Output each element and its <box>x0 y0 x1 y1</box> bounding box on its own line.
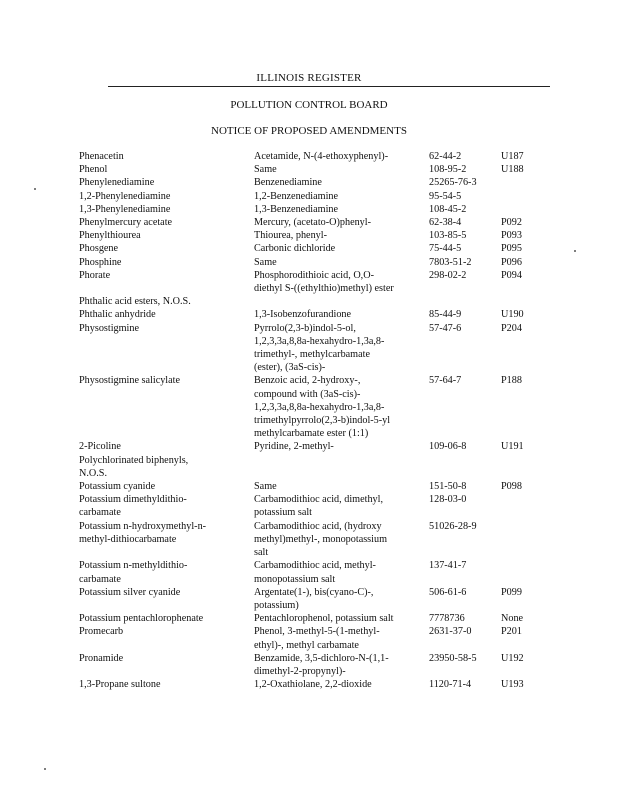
synonym-text: 1,3-Isobenzofurandione <box>254 309 352 321</box>
cas-number-text: 7803-51-2 <box>429 256 472 268</box>
cas-number-text: 137-41-7 <box>429 560 467 572</box>
waste-code <box>501 520 541 560</box>
cas-number-text: 108-95-2 <box>429 164 467 176</box>
table-row <box>79 625 541 651</box>
waste-code-text: P095 <box>501 243 522 255</box>
table-row <box>79 308 541 321</box>
synonym <box>254 625 429 651</box>
waste-code <box>501 612 541 625</box>
table-row <box>79 229 541 242</box>
header-rule <box>160 86 550 87</box>
waste-code-text: P094 <box>501 269 522 281</box>
table-row <box>79 678 541 691</box>
cas-number-text: 85-44-9 <box>429 309 462 321</box>
synonym <box>254 163 429 176</box>
substance-name <box>79 216 254 229</box>
substance-name <box>79 269 254 295</box>
substance-name <box>79 678 254 691</box>
synonym-text: Carbamodithioc acid, methyl- monopotassium salt <box>254 560 376 585</box>
cas-number-text: 62-44-2 <box>429 151 462 162</box>
table-row <box>79 480 541 493</box>
cas-number <box>429 559 501 585</box>
cas-number <box>429 520 501 560</box>
table-row <box>79 440 541 453</box>
substance-name-text: Physostigmine salicylate <box>79 375 181 387</box>
synonym <box>254 559 429 585</box>
waste-code <box>501 322 541 375</box>
table-row <box>79 150 541 163</box>
substance-name-text: Potassium n-methyldithio- carbamate <box>79 560 188 585</box>
substance-name-text: Phenylenediamine <box>79 177 155 189</box>
substance-name <box>79 480 254 493</box>
synonym <box>254 203 429 216</box>
substance-name <box>79 374 254 440</box>
cas-number <box>429 454 501 480</box>
substance-name-text: Phosphine <box>79 256 122 268</box>
substance-name-text: Potassium cyanide <box>79 481 156 493</box>
cas-number <box>429 625 501 651</box>
synonym <box>254 454 429 480</box>
table-row <box>79 203 541 216</box>
synonym-text: 1,2-Oxathiolane, 2,2-dioxide <box>254 679 372 691</box>
synonym <box>254 440 429 453</box>
waste-code <box>501 678 541 691</box>
synonym <box>254 652 429 678</box>
substance-name <box>79 520 254 560</box>
table-row <box>79 216 541 229</box>
register-title: ILLINOIS REGISTER <box>256 72 362 84</box>
synonym-text: Carbonic dichloride <box>254 243 336 255</box>
cas-number <box>429 612 501 625</box>
substance-name-text: Phthalic anhydride <box>79 309 156 321</box>
table-row <box>79 176 541 189</box>
substance-name-text: Potassium n-hydroxymethyl-n- methyl-dithiocarbamate <box>79 520 207 545</box>
waste-code <box>501 454 541 480</box>
table-row <box>79 269 541 295</box>
substance-name <box>79 612 254 625</box>
cas-number-text: 75-44-5 <box>429 243 462 255</box>
cas-number-text: 51026-28-9 <box>429 520 477 532</box>
table-row <box>79 612 541 625</box>
cas-number <box>429 163 501 176</box>
waste-code <box>501 625 541 651</box>
substance-name <box>79 586 254 612</box>
cas-number <box>429 652 501 678</box>
scan-speck <box>574 250 576 252</box>
substance-name-text: Phorate <box>79 269 111 281</box>
synonym <box>254 242 429 255</box>
waste-code-text: None <box>501 613 524 625</box>
substance-name <box>79 150 254 163</box>
waste-code <box>501 269 541 295</box>
synonym-text: Phenol, 3-methyl-5-(1-methyl- ethyl)-, methyl carbamate <box>254 626 380 651</box>
substance-name-text: Phenylmercury acetate <box>79 217 173 229</box>
synonym <box>254 308 429 321</box>
synonym-text: Pyridine, 2-methyl- <box>254 441 334 453</box>
substance-rows <box>79 150 541 691</box>
synonym <box>254 374 429 440</box>
synonym <box>254 612 429 625</box>
synonym-text: Same <box>254 256 277 268</box>
cas-number-text: 298-02-2 <box>429 269 467 281</box>
cas-number <box>429 322 501 375</box>
cas-number-text: 23950-58-5 <box>429 652 477 664</box>
cas-number <box>429 678 501 691</box>
cas-number-text: 7778736 <box>429 613 465 625</box>
board-name: POLLUTION CONTROL BOARD <box>230 99 388 111</box>
waste-code <box>501 652 541 678</box>
waste-code <box>501 295 541 308</box>
substance-name-text: 1,3-Propane sultone <box>79 679 161 691</box>
cas-number-text: 25265-76-3 <box>429 177 477 189</box>
waste-code <box>501 440 541 453</box>
cas-number <box>429 269 501 295</box>
waste-code-text: U191 <box>501 441 524 453</box>
cas-number <box>429 586 501 612</box>
table-row <box>79 256 541 269</box>
synonym-text: Same <box>254 164 277 176</box>
synonym-text: Pyrrolo(2,3-b)indol-5-ol, 1,2,3,3a,8,8a-hexahydro-1,3a,8- trimethyl-, methylcarbamate (ester), (3aS-cis)- <box>254 322 385 374</box>
substance-name-text: Pronamide <box>79 652 124 664</box>
cas-number <box>429 150 501 163</box>
synonym-text: Benzoic acid, 2-hydroxy-, compound with (3aS-cis)- 1,2,3,3a,8,8a-hexahydro-1,3a,8- trimethylpyrrolo(2,3-b)indol-5-yl methylcarbamate ester (1:1) <box>254 375 391 440</box>
notice-title: NOTICE OF PROPOSED AMENDMENTS <box>211 125 407 137</box>
table-row <box>79 520 541 560</box>
substance-name <box>79 163 254 176</box>
synonym-text: Pentachlorophenol, potassium salt <box>254 613 394 625</box>
synonym-text: Benzenediamine <box>254 177 322 189</box>
waste-code <box>501 480 541 493</box>
cas-number-text: 151-50-8 <box>429 481 467 493</box>
synonym-text: 1,3-Benzenediamine <box>254 203 339 215</box>
waste-code <box>501 374 541 440</box>
waste-code-text: P098 <box>501 481 522 493</box>
cas-number <box>429 295 501 308</box>
cas-number <box>429 203 501 216</box>
substance-name <box>79 256 254 269</box>
header-rule-left <box>108 86 164 87</box>
waste-code <box>501 150 541 163</box>
cas-number-text: 57-47-6 <box>429 322 462 334</box>
waste-code-text: P096 <box>501 256 522 268</box>
table-row <box>79 242 541 255</box>
cas-number-text: 128-03-0 <box>429 494 467 506</box>
waste-code <box>501 559 541 585</box>
synonym-text: Mercury, (acetato-O)phenyl- <box>254 217 372 229</box>
cas-number <box>429 242 501 255</box>
cas-number-text: 108-45-2 <box>429 203 467 215</box>
substance-name <box>79 229 254 242</box>
waste-code <box>501 242 541 255</box>
cas-number-text: 506-61-6 <box>429 586 467 598</box>
waste-code <box>501 163 541 176</box>
substance-name <box>79 493 254 519</box>
waste-code-text: P201 <box>501 626 522 638</box>
synonym <box>254 150 429 163</box>
cas-number-text: 2631-37-0 <box>429 626 472 638</box>
table-row <box>79 163 541 176</box>
table-row <box>79 454 541 480</box>
cas-number <box>429 374 501 440</box>
synonym-text: Argentate(1-), bis(cyano-C)-, potassium) <box>254 586 374 611</box>
substance-name <box>79 652 254 678</box>
substance-name-text: 1,2-Phenylenediamine <box>79 190 171 202</box>
cas-number <box>429 493 501 519</box>
substance-name <box>79 308 254 321</box>
waste-code <box>501 308 541 321</box>
waste-code-text: P188 <box>501 375 522 387</box>
substance-name-text: Phthalic acid esters, N.O.S. <box>79 296 191 308</box>
substance-name-text: Polychlorinated biphenyls, N.O.S. <box>79 454 189 479</box>
substance-name <box>79 242 254 255</box>
cas-number-text: 1120-71-4 <box>429 679 472 691</box>
cas-number <box>429 440 501 453</box>
synonym <box>254 176 429 189</box>
scan-speck <box>34 188 36 190</box>
waste-code <box>501 203 541 216</box>
waste-code-text: U193 <box>501 679 524 691</box>
table-row <box>79 190 541 203</box>
substance-name <box>79 440 254 453</box>
cas-number <box>429 190 501 203</box>
synonym <box>254 678 429 691</box>
waste-code <box>501 176 541 189</box>
substance-name-text: Potassium silver cyanide <box>79 586 181 598</box>
substance-name-text: Potassium dimethyldithio- carbamate <box>79 494 187 519</box>
substance-name-text: Phenacetin <box>79 151 124 162</box>
substance-name <box>79 559 254 585</box>
cas-number-text: 95-54-5 <box>429 190 462 202</box>
substance-name <box>79 190 254 203</box>
synonym-text: Carbamodithioc acid, (hydroxy methyl)methyl-, monopotassium salt <box>254 520 387 559</box>
cas-number <box>429 256 501 269</box>
table-row <box>79 586 541 612</box>
substance-name-text: Phosgene <box>79 243 119 255</box>
synonym <box>254 520 429 560</box>
synonym-text: Same <box>254 481 277 493</box>
substance-name <box>79 454 254 480</box>
synonym <box>254 269 429 295</box>
waste-code-text: P092 <box>501 217 522 229</box>
synonym <box>254 586 429 612</box>
synonym <box>254 229 429 242</box>
cas-number-text: 103-85-5 <box>429 230 467 242</box>
substance-name-text: Physostigmine <box>79 322 140 334</box>
waste-code <box>501 256 541 269</box>
waste-code-text: U192 <box>501 652 524 664</box>
substance-name-text: Potassium pentachlorophenate <box>79 613 204 625</box>
table-row <box>79 559 541 585</box>
waste-code <box>501 229 541 242</box>
cas-number-text: 109-06-8 <box>429 441 467 453</box>
waste-code-text: U187 <box>501 151 524 162</box>
table-row <box>79 374 541 440</box>
waste-code-text: P204 <box>501 322 522 334</box>
synonym <box>254 216 429 229</box>
substance-name <box>79 322 254 375</box>
substance-name <box>79 176 254 189</box>
waste-code <box>501 493 541 519</box>
cas-number-text: 57-64-7 <box>429 375 462 387</box>
waste-code <box>501 190 541 203</box>
synonym-text: 1,2-Benzenediamine <box>254 190 339 202</box>
table-row <box>79 322 541 375</box>
synonym <box>254 493 429 519</box>
synonym <box>254 190 429 203</box>
synonym-text: Phosphorodithioic acid, O,O- diethyl S-((ethylthio)methyl) ester <box>254 269 394 295</box>
synonym <box>254 256 429 269</box>
synonym-text: Benzamide, 3,5-dichloro-N-(1,1- dimethyl-2-propynyl)- <box>254 652 389 677</box>
waste-code <box>501 216 541 229</box>
synonym <box>254 295 429 308</box>
cas-number <box>429 216 501 229</box>
substance-name <box>79 295 254 308</box>
waste-code-text: P099 <box>501 586 522 598</box>
substance-name-text: Promecarb <box>79 626 124 638</box>
substance-name-text: 1,3-Phenylenediamine <box>79 203 171 215</box>
waste-code-text: U188 <box>501 164 524 176</box>
substance-name <box>79 203 254 216</box>
cas-number <box>429 229 501 242</box>
substance-name-text: Phenol <box>79 164 108 176</box>
cas-number <box>429 308 501 321</box>
substance-name-text: Phenylthiourea <box>79 230 141 242</box>
table-row <box>79 493 541 519</box>
substance-name <box>79 625 254 651</box>
synonym-text: Carbamodithioc acid, dimethyl, potassium salt <box>254 494 384 519</box>
synonym-text: Thiourea, phenyl- <box>254 230 327 242</box>
cas-number-text: 62-38-4 <box>429 217 462 229</box>
synonym-text: Acetamide, N-(4-ethoxyphenyl)- <box>254 151 389 162</box>
waste-code-text: P093 <box>501 230 522 242</box>
synonym <box>254 322 429 375</box>
scan-speck <box>44 768 46 770</box>
waste-code-text: U190 <box>501 309 524 321</box>
substance-name-text: 2-Picoline <box>79 441 121 453</box>
table-row <box>79 295 541 308</box>
substance-table <box>79 150 541 691</box>
synonym <box>254 480 429 493</box>
waste-code <box>501 586 541 612</box>
table-row <box>79 652 541 678</box>
cas-number <box>429 480 501 493</box>
cas-number <box>429 176 501 189</box>
